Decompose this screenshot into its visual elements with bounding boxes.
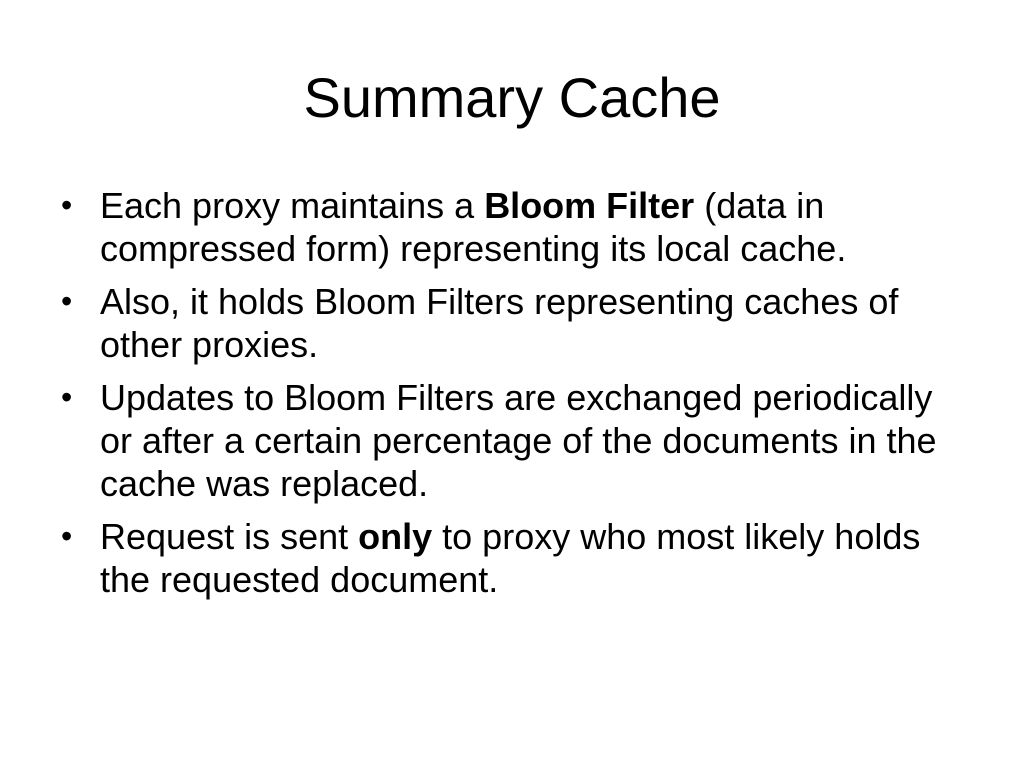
bullet-item-request	[57, 515, 957, 601]
bullet-icon: •	[61, 283, 73, 319]
bullet-text: Also, it holds Bloom Filters representing caches of other proxies.	[100, 281, 899, 365]
bullet-text-suffix: to proxy who most likely holds the requested document.	[100, 516, 921, 600]
bullet-text: Updates to Bloom Filters are exchanged periodically or after a certain percentage of the documents in the cache was replaced.	[100, 377, 937, 504]
bullet-icon: •	[61, 187, 73, 223]
bullet-icon: •	[61, 379, 73, 415]
bullet-text-bold: Bloom Filter	[484, 185, 695, 226]
bullet-text-prefix: Request is sent	[100, 516, 359, 557]
bullet-list	[57, 184, 957, 611]
bullet-item-updates	[57, 376, 957, 505]
bullet-item-other-proxies	[57, 280, 957, 366]
bullet-icon: •	[61, 518, 73, 554]
bullet-text-bold: only	[358, 516, 433, 557]
bullet-text-suffix: (data in compressed form) representing its local cache.	[100, 185, 847, 269]
bullet-item-bloom-filter	[57, 184, 957, 270]
bullet-text-prefix: Each proxy maintains a	[100, 185, 485, 226]
slide-title: Summary Cache	[303, 66, 721, 129]
